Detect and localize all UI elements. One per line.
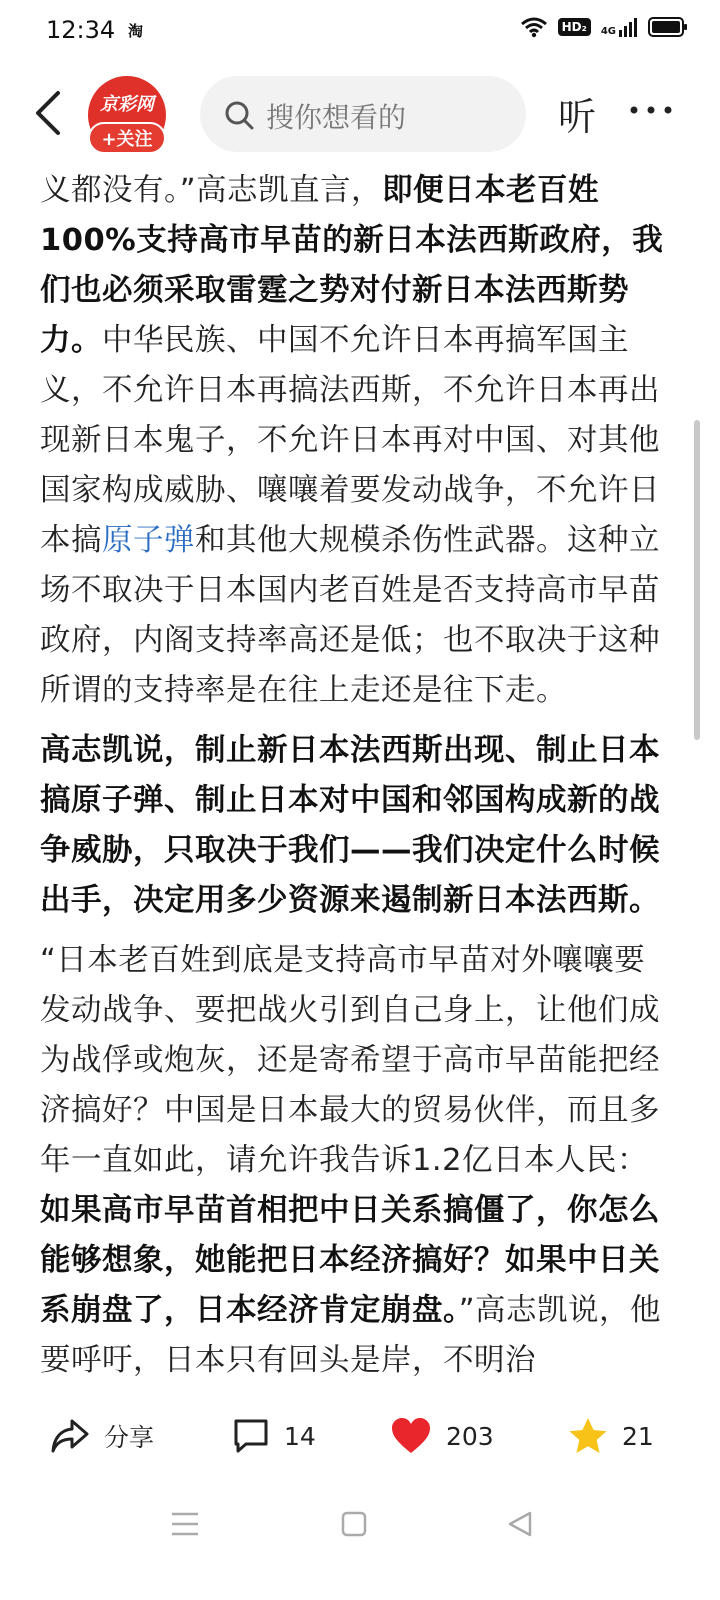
share-label: 分享 xyxy=(104,1423,155,1452)
back-nav-icon[interactable] xyxy=(506,1510,534,1538)
scrollbar[interactable] xyxy=(694,420,700,740)
paragraph-bold-text: 如果高市早苗首相把中日关系搞僵了，你怎么能够想象，她能把日本经济搞好？如果中日关系崩盘了，日本经济肯定崩盘。 xyxy=(40,1193,660,1328)
star-icon xyxy=(568,1417,608,1455)
listen-button[interactable]: 听 xyxy=(558,95,597,139)
search-icon xyxy=(224,100,254,130)
like-count: 203 xyxy=(446,1421,494,1451)
publisher-logo[interactable] xyxy=(86,76,168,156)
favorite-button[interactable] xyxy=(568,1412,654,1460)
paragraph-text: 和其他大规模杀伤性武器。这种立场不取决于日本国内老百姓是否支持高市早苗政府，内阁支持率高还是低；也不取决于这种所谓的支持率是在往上走还是往下走。 xyxy=(40,523,660,708)
article-body xyxy=(40,166,672,1392)
paragraph-bold-text: 即便日本老百姓100%支持高市早苗的新日本法西斯政府，我们也必须采取雷霆之势对付新日本法西斯势力。 xyxy=(40,173,664,358)
menu-nav-icon[interactable] xyxy=(170,1510,200,1538)
battery-icon xyxy=(648,17,688,37)
article-paragraph xyxy=(40,166,672,716)
paragraph-text: “日本老百姓到底是支持高市早苗对外嚷嚷要发动战争、要把战火引到自己身上，让他们成为战俘或炮灰，还是寄希望于高市早苗能把经济搞好？中国是日本最大的贸易伙伴，而且多年一直如此，请允许我告诉1.2亿日本人民： xyxy=(40,943,660,1178)
logo-text: 京彩网 xyxy=(100,94,154,115)
keyword-link[interactable]: 原子弹 xyxy=(102,523,195,558)
home-nav-icon[interactable] xyxy=(340,1510,368,1538)
heart-icon xyxy=(390,1417,432,1455)
like-button[interactable] xyxy=(390,1412,494,1460)
network-type-label: 4G xyxy=(600,26,616,37)
hd-voice-badge: HD₂ xyxy=(558,18,591,36)
share-icon xyxy=(50,1417,90,1455)
taobao-notification-icon: 淘 xyxy=(128,22,144,40)
comment-icon xyxy=(232,1418,270,1454)
search-placeholder: 搜你想看的 xyxy=(266,101,407,134)
status-icons xyxy=(520,16,688,38)
search-input[interactable] xyxy=(200,76,526,152)
comment-count: 14 xyxy=(284,1421,316,1451)
comment-button[interactable] xyxy=(232,1412,316,1460)
share-button[interactable] xyxy=(50,1412,154,1460)
action-bar xyxy=(0,1392,720,1482)
article-paragraph: 高志凯说，制止新日本法西斯出现、制止日本搞原子弹、制止日本对中国和邻国构成新的战争威胁，只取决于我们——我们决定什么时候出手，决定用多少资源来遏制新日本法西斯。 xyxy=(40,733,660,918)
paragraph-text: ”高志凯说，他要呼吁，日本只有回头是岸，不明治 xyxy=(40,1293,662,1378)
status-time: 12:34 xyxy=(46,16,116,44)
more-options-icon[interactable] xyxy=(628,90,674,130)
paragraph-text: 义都没有。”高志凯直言， xyxy=(40,173,383,208)
signal-icon xyxy=(601,17,638,37)
back-arrow-icon[interactable] xyxy=(30,90,66,136)
article-paragraph xyxy=(40,936,672,1386)
paragraph-text: 中华民族、中国不允许日本再搞军国主义，不允许日本再搞法西斯，不允许日本再出现新日本鬼子，不允许日本再对中国、对其他国家构成威胁、嚷嚷着要发动战争，不允许日本搞 xyxy=(40,323,660,558)
system-nav-bar xyxy=(0,1482,720,1600)
follow-button[interactable]: +关注 xyxy=(88,122,166,154)
wifi-icon xyxy=(520,16,548,38)
favorite-count: 21 xyxy=(622,1421,654,1451)
status-bar xyxy=(0,0,720,64)
article-header xyxy=(0,64,720,164)
